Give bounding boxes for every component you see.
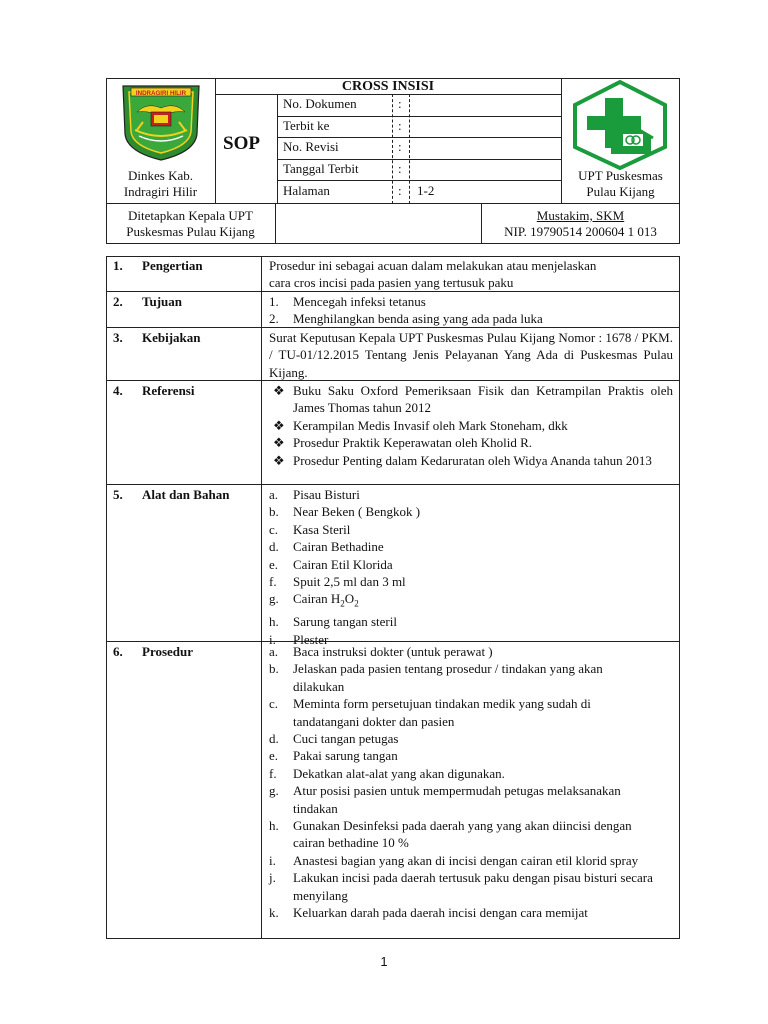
list-item: 1. Mencegah infeksi tetanus <box>269 294 426 309</box>
field-sep: : <box>398 183 402 198</box>
field-label-tanggal-terbit: Tanggal Terbit <box>283 161 359 176</box>
signer-nip: NIP. 19790514 200604 1 013 <box>504 224 657 239</box>
diamond-bullet-icon: ❖ <box>273 417 285 433</box>
section-label: Referensi <box>142 383 195 398</box>
diamond-bullet-icon: ❖ <box>273 452 285 468</box>
list-item: f. Spuit 2,5 ml dan 3 ml <box>269 574 406 590</box>
list-item: f. Dekatkan alat-alat yang akan digunakan. <box>269 765 505 781</box>
diamond-bullet-icon: ❖ <box>273 383 285 398</box>
left-org-line1: Dinkes Kab. <box>128 168 193 183</box>
list-item: g. Atur posisi pasien untuk mempermudah petugas melaksanakan tindakan <box>269 783 621 816</box>
field-line <box>277 180 561 181</box>
signer-name: Mustakim, SKM <box>536 208 625 223</box>
sop-label: SOP <box>223 133 260 154</box>
section-label: Kebijakan <box>142 330 201 345</box>
approval-line1: Ditetapkan Kepala UPT <box>128 208 253 223</box>
field-separator-1 <box>392 94 393 204</box>
list-item: i. Anastesi bagian yang akan di incisi dengan cairan etil klorid spray <box>269 852 639 868</box>
list-item: h. Gunakan Desinfeksi pada daerah yang yang akan diincisi dengan cairan bethadine 10 % <box>269 818 632 851</box>
right-org-line2: Pulau Kijang <box>586 184 655 199</box>
content-line: cara cros incisi pada pasien yang tertusuk paku <box>269 275 514 291</box>
document-title: CROSS INSISI <box>341 79 435 94</box>
sop-divider <box>277 94 278 204</box>
list-item: i. Plester <box>269 631 329 647</box>
field-label-no-revisi: No. Revisi <box>283 139 339 154</box>
list-item: c. Kasa Steril <box>269 521 351 537</box>
field-label-terbit-ke: Terbit ke <box>283 118 330 133</box>
puskesmas-logo-icon <box>571 80 669 170</box>
list-item: ❖ Kerampilan Medis Invasif oleh Mark Stoneham, dkk <box>273 417 568 433</box>
section-content <box>261 328 679 380</box>
list-item: c. Meminta form persetujuan tindakan medik yang sudah di tandatangani dokter dan pasien <box>269 696 591 729</box>
approval-divider <box>275 203 276 244</box>
list-item: d. Cairan Bethadine <box>269 539 384 555</box>
section-kebijakan <box>106 328 680 381</box>
field-sep: : <box>398 96 402 111</box>
diamond-bullet-icon: ❖ <box>273 435 285 451</box>
content-paragraph: Surat Keputusan Kepala UPT Puskesmas Pulau Kijang Nomor : 1678 / PKM. / TU-01/12.2015 Tentang Jenis Pelayanan Yang Ada di Puskesmas Pulau Kijang. <box>269 330 673 380</box>
list-item: k. Keluarkan darah pada daerah incisi dengan cara memijat <box>269 905 588 921</box>
approval-line2: Puskesmas Pulau Kijang <box>126 224 255 239</box>
section-number: 2. <box>113 294 123 309</box>
section-number: 6. <box>113 644 123 659</box>
list-item: a. Pisau Bisturi <box>269 487 360 502</box>
list-item: ❖ Prosedur Praktik Keperawatan oleh Kholid R. <box>273 435 533 451</box>
field-label-no-dokumen: No. Dokumen <box>283 96 357 111</box>
emblem-banner-text: INDRAGIRI HILIR <box>135 90 187 97</box>
list-item: d. Cuci tangan petugas <box>269 731 399 747</box>
list-item: b. Near Beken ( Bengkok ) <box>269 504 421 520</box>
list-item: e. Cairan Etil Klorida <box>269 556 393 572</box>
field-sep: : <box>398 161 402 176</box>
indragiri-hilir-emblem-icon <box>117 82 205 162</box>
list-item: g. Cairan $H_2O_2$ <box>269 591 359 610</box>
section-pengertian <box>106 256 680 292</box>
section-content <box>261 292 679 327</box>
header-divider-left <box>215 78 216 204</box>
list-item: a. Baca instruksi dokter (untuk perawat ) <box>269 644 493 659</box>
section-number: 4. <box>113 383 123 398</box>
section-number: 1. <box>113 258 123 273</box>
list-item: e. Pakai sarung tangan <box>269 748 398 764</box>
page-number: 1 <box>380 954 388 969</box>
section-alat-dan-bahan <box>106 485 680 647</box>
section-content <box>261 485 679 647</box>
section-number: 5. <box>113 487 123 502</box>
field-sep: : <box>398 118 402 133</box>
content-line: Prosedur ini sebagai acuan dalam melakukan atau menjelaskan <box>269 258 597 273</box>
left-org-line2: Indragiri Hilir <box>123 184 198 199</box>
right-org-line1: UPT Puskesmas <box>578 168 663 183</box>
section-label: Tujuan <box>142 294 182 309</box>
section-label: Alat dan Bahan <box>142 487 230 502</box>
section-referensi <box>106 381 680 485</box>
section-content <box>261 256 679 291</box>
field-value-halaman: 1-2 <box>417 183 435 198</box>
field-label-halaman: Halaman <box>283 183 330 198</box>
list-item: ❖ Buku Saku Oxford Pemeriksaan Fisik dan Ketrampilan Praktis oleh James Thomas tahun 2012 <box>273 383 673 416</box>
field-sep: : <box>398 139 402 154</box>
section-content <box>261 642 679 938</box>
section-label: Pengertian <box>142 258 203 273</box>
field-separator-2 <box>409 94 410 204</box>
list-item: b. Jelaskan pada pasien tentang prosedur / tindakan yang akan dilakukan <box>269 661 603 694</box>
list-item: h. Sarung tangan steril <box>269 614 397 630</box>
list-item: j. Lakukan incisi pada daerah tertusuk paku dengan pisau bisturi secara menyilang <box>269 870 653 903</box>
section-prosedur <box>106 642 680 939</box>
section-number: 3. <box>113 330 123 345</box>
section-content <box>261 381 679 484</box>
list-item: ❖ Prosedur Penting dalam Kedaruratan oleh Widya Ananda tahun 2013 <box>273 452 652 468</box>
list-item: 2. Menghilangkan benda asing yang ada pada luka <box>269 311 543 327</box>
section-tujuan <box>106 292 680 328</box>
section-label: Prosedur <box>142 644 194 659</box>
